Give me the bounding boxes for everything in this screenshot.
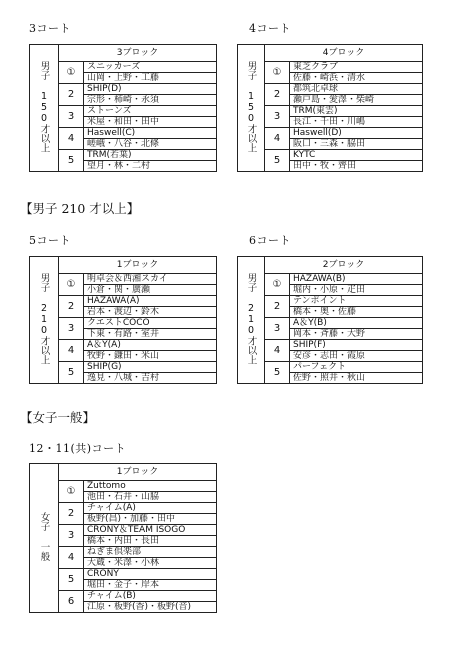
team-name: ストーンズ (84, 106, 217, 117)
section-title-women-general: 【女子一般】 (20, 410, 96, 425)
team-number: 3 (59, 525, 84, 547)
team-number: 5 (59, 150, 84, 172)
team-number: 2 (265, 296, 290, 318)
team-number: 5 (265, 150, 290, 172)
team-members: 江原・板野(香)・板野(音) (84, 602, 217, 613)
block-title: 1ブロック (59, 464, 217, 481)
court-label-4: 4コート (249, 22, 291, 35)
team-members: 田中・牧・齊田 (290, 161, 423, 172)
block-table-women (29, 463, 217, 613)
court-label-5: 5コート (29, 234, 71, 247)
team-members: 堀内・小原・疋田 (290, 285, 423, 296)
team-number: ① (265, 62, 290, 84)
category-cell: 男子 210才以上 (30, 257, 59, 384)
team-members: 橋本・奥・佐藤 (290, 307, 423, 318)
team-name: CRONY＆TEAM ISOGO (84, 525, 217, 536)
team-members: 宗形・柿崎・永須 (84, 95, 217, 106)
category-cell: 男子 210才以上 (238, 257, 265, 384)
team-name: SHIP(D) (84, 84, 217, 95)
team-members: 瀬戸島・愛澤・柴崎 (290, 95, 423, 106)
team-members: 岡本・斉藤・大野 (290, 329, 423, 340)
team-members: 逸見・八城・吉村 (84, 373, 217, 384)
team-members: 大蔵・米澤・小林 (84, 558, 217, 569)
team-name: A＆Y(A) (84, 340, 217, 351)
team-name: 明卓会＆西湘スカイ (84, 274, 217, 285)
team-name: A＆Y(B) (290, 318, 423, 329)
team-number: 5 (59, 569, 84, 591)
court-label-12-11: 12・11(共)コート (29, 442, 127, 455)
team-number: ① (59, 481, 84, 503)
team-members: 安彦・志田・霞原 (290, 351, 423, 362)
category-cell: 女子 一般 (30, 464, 59, 613)
category-cell: 男子 150才以上 (30, 45, 59, 172)
team-members: 堀田・金子・岸本 (84, 580, 217, 591)
team-name: SHIP(G) (84, 362, 217, 373)
team-members: 池田・石井・山脇 (84, 492, 217, 503)
team-name: HAZAWA(B) (290, 274, 423, 285)
team-number: 2 (59, 84, 84, 106)
team-members: 下東・有路・室井 (84, 329, 217, 340)
team-number: 2 (265, 84, 290, 106)
team-number: 5 (265, 362, 290, 384)
team-name: Zuttomo (84, 481, 217, 492)
team-name: Haswell(C) (84, 128, 217, 139)
block-table-4 (237, 44, 423, 172)
team-name: 東芝クラブ (290, 62, 423, 73)
team-name: KYTC (290, 150, 423, 161)
team-number: 4 (59, 128, 84, 150)
team-name: HAZAWA(A) (84, 296, 217, 307)
team-name: TRM(若葉) (84, 150, 217, 161)
team-members: 小倉・関・廣瀬 (84, 285, 217, 296)
team-members: 山岡・上野・工藤 (84, 73, 217, 84)
block-table-6 (237, 256, 423, 384)
team-name: CRONY (84, 569, 217, 580)
team-number: 3 (59, 106, 84, 128)
court-label-6: 6コート (249, 234, 291, 247)
team-name: Haswell(D) (290, 128, 423, 139)
team-members: 嵯峨・八谷・北條 (84, 139, 217, 150)
team-name: SHIP(F) (290, 340, 423, 351)
team-members: 阪口・三森・脇田 (290, 139, 423, 150)
team-name: ねぎま倶楽部 (84, 547, 217, 558)
team-number: 4 (59, 340, 84, 362)
team-members: 岩本・渡辺・鈴木 (84, 307, 217, 318)
team-members: 長江・千田・川嶋 (290, 117, 423, 128)
team-name: パーフェクト (290, 362, 423, 373)
team-name: テンポイント (290, 296, 423, 307)
team-name: チャイム(A) (84, 503, 217, 514)
team-number: 5 (59, 362, 84, 384)
court-label-3: 3コート (29, 22, 71, 35)
block-table-3 (29, 44, 217, 172)
team-number: 6 (59, 591, 84, 613)
team-number: 3 (59, 318, 84, 340)
team-number: 4 (59, 547, 84, 569)
team-number: 2 (59, 296, 84, 318)
block-title: 2ブロック (265, 257, 423, 274)
team-name: TRM(東雲) (290, 106, 423, 117)
team-members: 米屋・和田・田中 (84, 117, 217, 128)
team-members: 板野(昌)・加藤・田中 (84, 514, 217, 525)
team-members: 橋本・内田・長田 (84, 536, 217, 547)
team-number: ① (59, 274, 84, 296)
block-title: 3ブロック (59, 45, 217, 62)
section-title-men-210: 【男子 210 才以上】 (20, 201, 140, 216)
team-members: 望月・林・二村 (84, 161, 217, 172)
team-number: 4 (265, 128, 290, 150)
team-members: 佐藤・崎浜・清水 (290, 73, 423, 84)
team-name: チャイム(B) (84, 591, 217, 602)
block-title: 4ブロック (265, 45, 423, 62)
block-table-5 (29, 256, 217, 384)
team-number: ① (265, 274, 290, 296)
team-number: 2 (59, 503, 84, 525)
team-name: クエストCOCO (84, 318, 217, 329)
team-name: スニッカーズ (84, 62, 217, 73)
team-number: 4 (265, 340, 290, 362)
team-number: ① (59, 62, 84, 84)
block-title: 1ブロック (59, 257, 217, 274)
team-number: 3 (265, 318, 290, 340)
team-members: 牧野・鎌田・米山 (84, 351, 217, 362)
team-number: 3 (265, 106, 290, 128)
team-members: 佐野・照井・秋山 (290, 373, 423, 384)
category-cell: 男子 150才以上 (238, 45, 265, 172)
team-name: 都筑北卓球 (290, 84, 423, 95)
